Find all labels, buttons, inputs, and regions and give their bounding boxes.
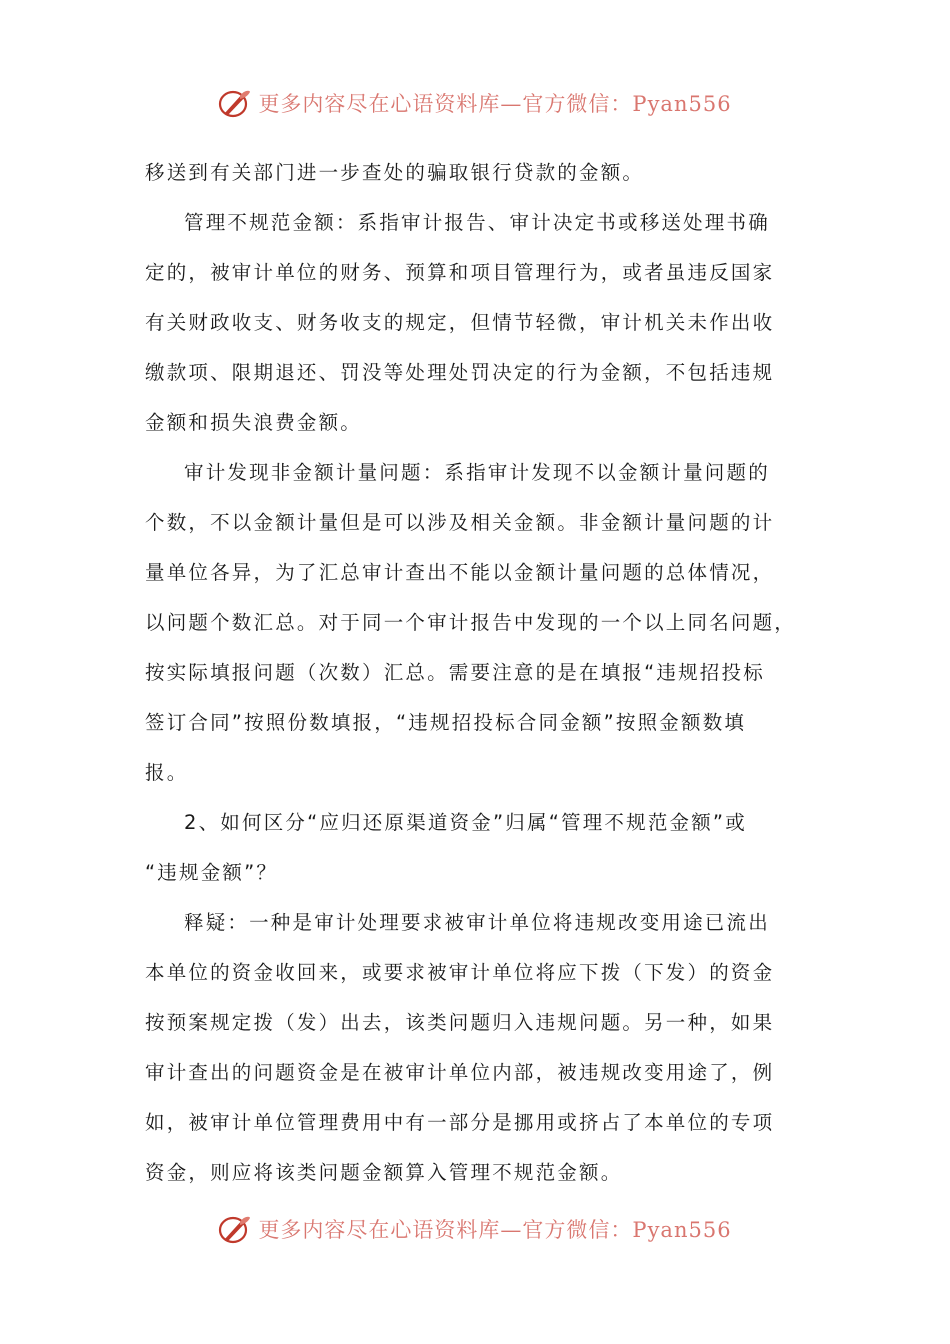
text-line: 按实际填报问题（次数）汇总。需要注意的是在填报“违规招投标 bbox=[145, 661, 765, 684]
header-banner-text: 更多内容尽在心语资料库—官方微信：Pyan556 bbox=[258, 92, 732, 116]
text-line: 审计发现非金额计量问题：系指审计发现不以金额计量问题的 bbox=[184, 461, 770, 484]
document-body bbox=[145, 148, 809, 1198]
text-line: 以问题个数汇总。对于同一个审计报告中发现的一个以上同名问题， bbox=[145, 611, 797, 634]
footer-banner bbox=[0, 1212, 950, 1246]
text-line: 个数，不以金额计量但是可以涉及相关金额。非金额计量问题的计 bbox=[145, 511, 775, 534]
text-line: 有关财政收支、财务收支的规定，但情节轻微，审计机关未作出收 bbox=[145, 311, 775, 334]
text-line: 报。 bbox=[145, 761, 189, 784]
text-line: 量单位各异，为了汇总审计查出不能以金额计量问题的总体情况， bbox=[145, 561, 775, 584]
paragraph-1 bbox=[145, 148, 809, 198]
text-line: 审计查出的问题资金是在被审计单位内部，被违规改变用途了，例 bbox=[145, 1061, 775, 1084]
header-banner bbox=[0, 86, 950, 120]
quill-pen-logo-icon bbox=[218, 1212, 252, 1246]
paragraph-3 bbox=[145, 448, 809, 798]
text-line: 金额和损失浪费金额。 bbox=[145, 411, 363, 434]
text-line: 按预案规定拨（发）出去，该类问题归入违规问题。另一种，如果 bbox=[145, 1011, 775, 1034]
paragraph-5-answer bbox=[145, 898, 809, 1198]
footer-banner-text: 更多内容尽在心语资料库—官方微信：Pyan556 bbox=[258, 1218, 732, 1242]
text-line: 管理不规范金额：系指审计报告、审计决定书或移送处理书确 bbox=[184, 211, 770, 234]
text-line: 本单位的资金收回来，或要求被审计单位将应下拨（下发）的资金 bbox=[145, 961, 775, 984]
text-line: 2、如何区分“应归还原渠道资金”归属“管理不规范金额”或 bbox=[184, 811, 747, 834]
paragraph-4-question bbox=[145, 798, 809, 898]
text-line: 资金，则应将该类问题金额算入管理不规范金额。 bbox=[145, 1161, 623, 1184]
text-line: 移送到有关部门进一步查处的骗取银行贷款的金额。 bbox=[145, 161, 645, 184]
text-line: 如，被审计单位管理费用中有一部分是挪用或挤占了本单位的专项 bbox=[145, 1111, 775, 1134]
paragraph-2 bbox=[145, 198, 809, 448]
text-line: 签订合同”按照份数填报，“违规招投标合同金额”按照金额数填 bbox=[145, 711, 747, 734]
text-line: 释疑：一种是审计处理要求被审计单位将违规改变用途已流出 bbox=[184, 911, 770, 934]
text-line: 定的，被审计单位的财务、预算和项目管理行为，或者虽违反国家 bbox=[145, 261, 775, 284]
text-line: 缴款项、限期退还、罚没等处理处罚决定的行为金额，不包括违规 bbox=[145, 361, 775, 384]
text-line: “违规金额”？ bbox=[145, 861, 279, 884]
quill-pen-logo-icon bbox=[218, 86, 252, 120]
